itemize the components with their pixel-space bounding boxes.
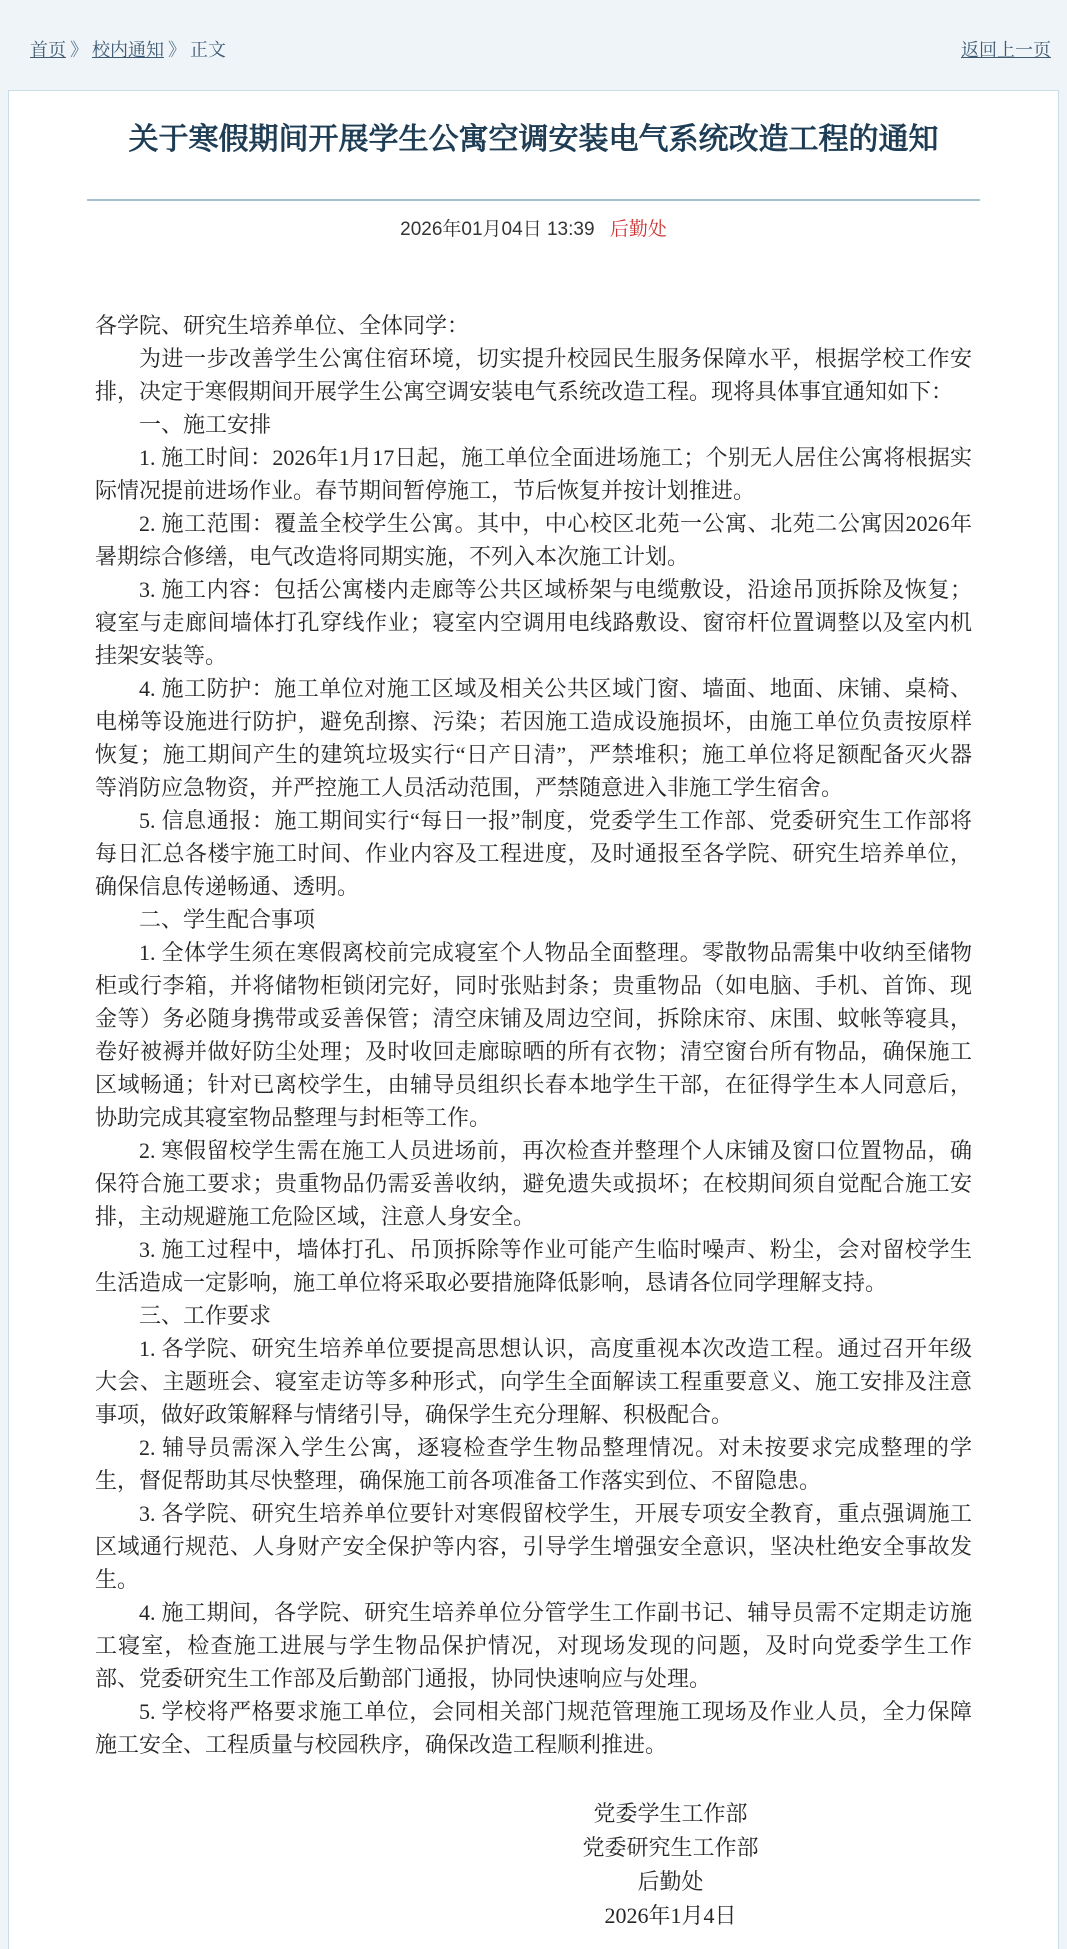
breadcrumb-separator: 》: [70, 40, 88, 60]
notice-paragraph: 5. 学校将严格要求施工单位，会同相关部门规范管理施工现场及作业人员，全力保障施工安全、工程质量与校园秩序，确保改造工程顺利推进。: [95, 1699, 972, 1757]
notice-paragraph: 3. 施工内容：包括公寓楼内走廊等公共区域桥架与电缆敷设，沿途吊顶拆除及恢复；寝室与走廊间墙体打孔穿线作业；寝室内空调用电线路敷设、窗帘杆位置调整以及室内机挂架安装等。: [95, 577, 972, 668]
breadcrumb-section-link[interactable]: 校内通知: [92, 40, 164, 60]
breadcrumb: [30, 36, 226, 62]
notice-body: [95, 309, 972, 1761]
notice-paragraph: 4. 施工防护：施工单位对施工区域及相关公共区域门窗、墙面、地面、床铺、桌椅、电梯等设施进行防护，避免刮擦、污染；若因施工造成设施损坏，由施工单位负责按原样恢复；施工期间产生的建筑垃圾实行“日产日清”，严禁堆积；施工单位将足额配备灭火器等消防应急物资，并严控施工人员活动范围，严禁随意进入非施工学生宿舍。: [95, 676, 972, 800]
breadcrumb-home-link[interactable]: 首页: [30, 40, 66, 60]
notice-paragraph: 5. 信息通报：施工期间实行“每日一报”制度，党委学生工作部、党委研究生工作部将每日汇总各楼宇施工时间、作业内容及工程进度，及时通报至各学院、研究生培养单位，确保信息传递畅通、透明。: [95, 808, 972, 899]
notice-section-heading: 二、学生配合事项: [139, 907, 316, 932]
notice-department: 后勤处: [609, 219, 667, 240]
signature-line: 后勤处: [637, 1869, 704, 1894]
top-navigation-bar: [30, 36, 1051, 62]
notice-paragraph: 为进一步改善学生公寓住宿环境，切实提升校园民生服务保障水平，根据学校工作安排，决定于寒假期间开展学生公寓空调安装电气系统改造工程。现将具体事宜通知如下：: [95, 346, 972, 404]
signature-date: 2026年1月4日: [604, 1903, 737, 1928]
notice-paragraph: 2. 辅导员需深入学生公寓，逐寝检查学生物品整理情况。对未按要求完成整理的学生，督促帮助其尽快整理，确保施工前各项准备工作落实到位、不留隐患。: [95, 1435, 972, 1493]
notice-card: [8, 90, 1059, 1949]
breadcrumb-current: 正文: [190, 40, 226, 60]
notice-salutation: 各学院、研究生培养单位、全体同学：: [95, 313, 470, 338]
notice-paragraph: 3. 施工过程中，墙体打孔、吊顶拆除等作业可能产生临时噪声、粉尘，会对留校学生生活造成一定影响，施工单位将采取必要措施降低影响，恳请各位同学理解支持。: [95, 1237, 972, 1295]
notice-paragraph: 1. 施工时间：2026年1月17日起，施工单位全面进场施工；个别无人居住公寓将根据实际情况提前进场作业。春节期间暂停施工，节后恢复并按计划推进。: [95, 445, 972, 503]
notice-title: 关于寒假期间开展学生公寓空调安装电气系统改造工程的通知: [128, 123, 939, 156]
notice-paragraph: 3. 各学院、研究生培养单位要针对寒假留校学生，开展专项安全教育，重点强调施工区域通行规范、人身财产安全保护等内容，引导学生增强安全意识，坚决杜绝安全事故发生。: [95, 1501, 972, 1592]
notice-date: 2026年01月04日 13:39: [400, 219, 595, 240]
signature-line: 党委研究生工作部: [582, 1835, 759, 1860]
notice-section-heading: 一、施工安排: [139, 412, 272, 437]
notice-paragraph: 4. 施工期间，各学院、研究生培养单位分管学生工作副书记、辅导员需不定期走访施工寝室，检查施工进展与学生物品保护情况，对现场发现的问题，及时向党委学生工作部、党委研究生工作部及后勤部门通报，协同快速响应与处理。: [95, 1600, 972, 1691]
notice-paragraph: 1. 各学院、研究生培养单位要提高思想认识，高度重视本次改造工程。通过召开年级大会、主题班会、寝室走访等多种形式，向学生全面解读工程重要意义、施工安排及注意事项，做好政策解释与情绪引导，确保学生充分理解、积极配合。: [95, 1336, 972, 1427]
signature-block: [582, 1797, 758, 1933]
breadcrumb-separator: 》: [168, 40, 186, 60]
back-to-previous-link[interactable]: 返回上一页: [961, 40, 1051, 60]
notice-section-heading: 三、工作要求: [139, 1303, 272, 1328]
notice-meta: [9, 214, 1058, 241]
title-divider: [87, 199, 980, 201]
notice-paragraph: 2. 寒假留校学生需在施工人员进场前，再次检查并整理个人床铺及窗口位置物品，确保符合施工要求；贵重物品仍需妥善收纳，避免遗失或损坏；在校期间须自觉配合施工安排，主动规避施工危险区域，注意人身安全。: [95, 1138, 972, 1229]
signature-line: 党委学生工作部: [593, 1801, 748, 1826]
notice-paragraph: 1. 全体学生须在寒假离校前完成寝室个人物品全面整理。零散物品需集中收纳至储物柜或行李箱，并将储物柜锁闭完好，同时张贴封条；贵重物品（如电脑、手机、首饰、现金等）务必随身携带或妥善保管；清空床铺及周边空间，拆除床帘、床围、蚊帐等寝具，卷好被褥并做好防尘处理；及时收回走廊晾晒的所有衣物；清空窗台所有物品，确保施工区域畅通；针对已离校学生，由辅导员组织长春本地学生干部，在征得学生本人同意后，协助完成其寝室物品整理与封柜等工作。: [95, 940, 972, 1130]
notice-paragraph: 2. 施工范围：覆盖全校学生公寓。其中，中心校区北苑一公寓、北苑二公寓因2026年暑期综合修缮，电气改造将同期实施，不列入本次施工计划。: [95, 511, 972, 569]
